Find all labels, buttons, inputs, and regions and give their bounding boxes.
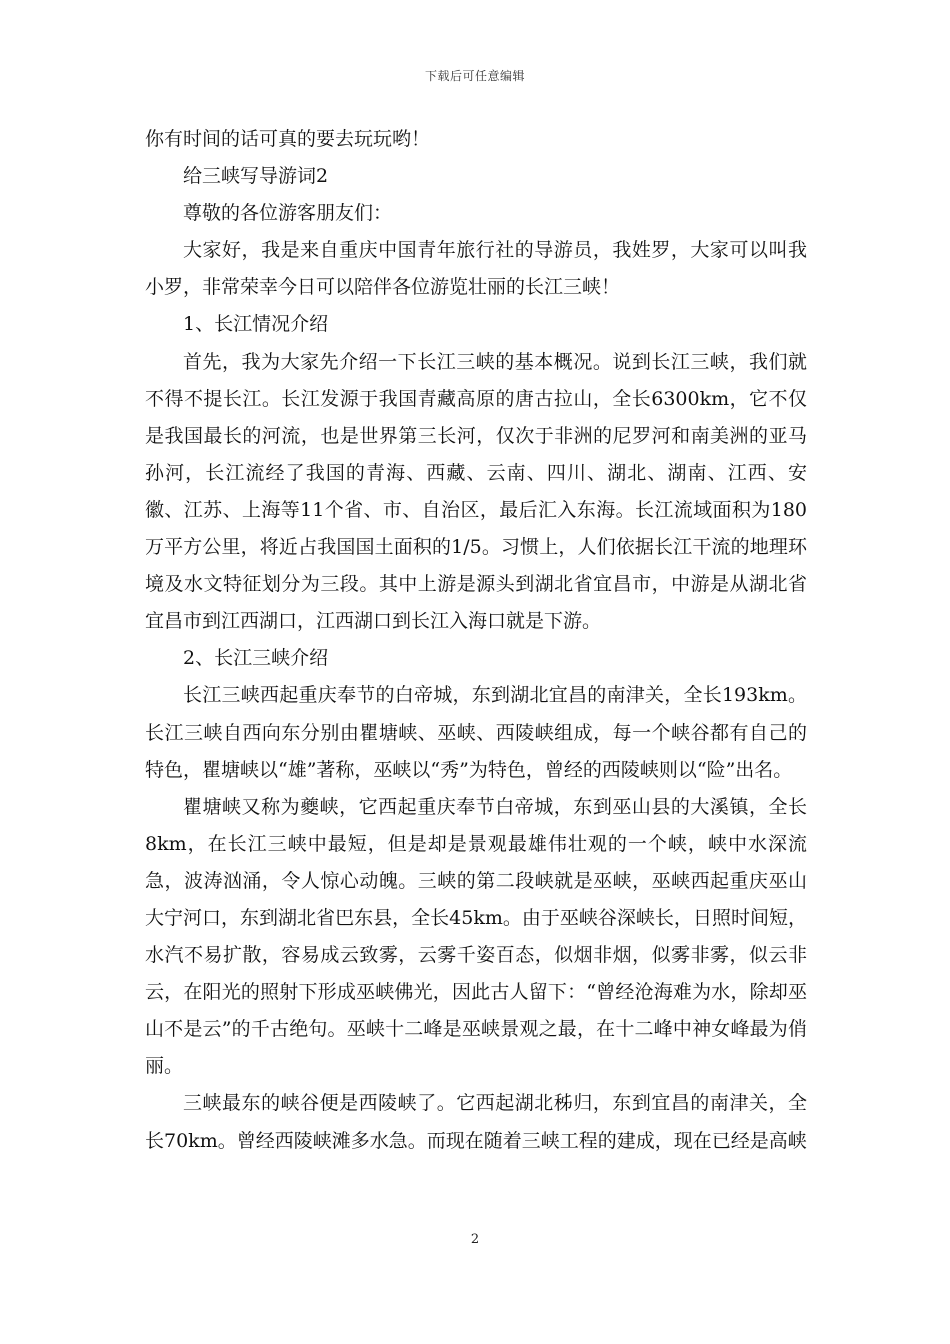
heading-three-gorges: 2、长江三峡介绍 bbox=[183, 647, 329, 670]
paragraph-closing-line: 你有时间的话可真的要去玩玩哟！ bbox=[145, 128, 431, 150]
section-title: 给三峡写导游词2 bbox=[183, 165, 329, 188]
paragraph-yangtze-overview: 首先，我为大家先介绍一下长江三峡的基本概况。说到长江三峡，我们就不得不提长江。长江发源于我国青藏高原的唐古拉山，全长6300km，它不仅是我国最长的河流，也是世界第三长河，仅次于非洲的尼罗河和南美洲的亚马孙河，长江流经了我国的青海、西藏、云南、四川、湖北、湖南、江西、安徽、江苏、上海等11个省、市、自治区，最后汇入东海。长江流域面积为180万平方公里，将近占我国国土面积的1/5。习惯上，人们依据长江干流的地理环境及水文特征划分为三段。其中上游是源头到湖北省宜昌市，中游是从湖北省宜昌市到江西湖口，江西湖口到长江入海口就是下游。 bbox=[145, 350, 807, 633]
paragraph-three-gorges: 长江三峡西起重庆奉节的白帝城，东到湖北宜昌的南津关，全长193km。长江三峡自西向东分别由瞿塘峡、巫峡、西陵峡组成，每一个峡谷都有自己的特色，瞿塘峡以“雄”著称，巫峡以“秀”为特色，曾经的西陵峡则以“险”出名。 bbox=[145, 684, 807, 781]
document-body bbox=[145, 121, 807, 1160]
greeting: 尊敬的各位游客朋友们： bbox=[183, 202, 393, 225]
heading-yangtze-overview: 1、长江情况介绍 bbox=[183, 313, 329, 336]
paragraph-xiling-gorge: 三峡最东的峡谷便是西陵峡了。它西起湖北秭归，东到宜昌的南津关，全长70km。曾经西陵峡滩多水急。而现在随着三峡工程的建成，现在已经是高峡 bbox=[145, 1092, 807, 1152]
paragraph-intro: 大家好，我是来自重庆中国青年旅行社的导游员，我姓罗，大家可以叫我小罗，非常荣幸今日可以陪伴各位游览壮丽的长江三峡！ bbox=[145, 239, 807, 299]
paragraph-qutang-wu-gorge: 瞿塘峡又称为夔峡，它西起重庆奉节白帝城，东到巫山县的大溪镇，全长8km，在长江三峡中最短，但是却是景观最雄伟壮观的一个峡，峡中水深流急，波涛汹涌，令人惊心动魄。三峡的第二段峡就是巫峡，巫峡西起重庆巫山大宁河口，东到湖北省巴东县，全长45km。由于巫峡谷深峡长，日照时间短，水汽不易扩散，容易成云致雾，云雾千姿百态，似烟非烟，似雾非雾，似云非云，在阳光的照射下形成巫峡佛光，因此古人留下：“曾经沧海难为水，除却巫山不是云”的千古绝句。巫峡十二峰是巫峡景观之最，在十二峰中神女峰最为俏丽。 bbox=[145, 795, 807, 1078]
page-number: 2 bbox=[470, 1232, 480, 1247]
page-header: 下载后可任意编辑 bbox=[424, 69, 525, 83]
